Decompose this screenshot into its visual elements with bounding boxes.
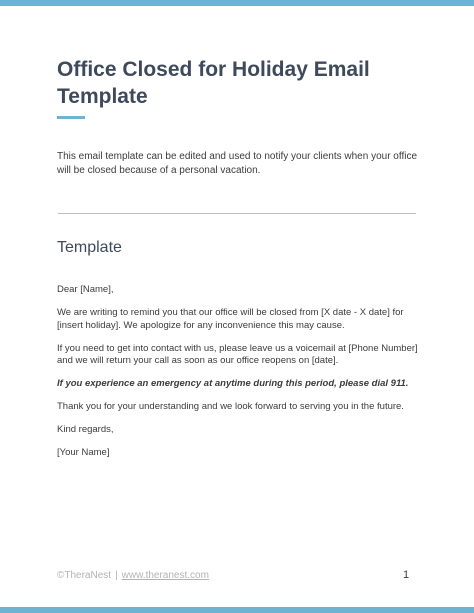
footer-website-link[interactable]: www.theranest.com <box>121 570 209 581</box>
letter-emergency-note: If you experience an emergency at anytime during this period, please dial 911. <box>57 378 409 389</box>
letter-greeting: Dear [Name], <box>57 284 114 295</box>
intro-paragraph: This email template can be edited and used to notify your clients when your office will be closed because of a personal vacation. <box>57 151 418 176</box>
letter-paragraph-contact: If you need to get into contact with us, please leave us a voicemail at [Phone Number] and we will return your call as soon as our office reopens on [date]. <box>57 342 418 366</box>
section-heading-template: Template <box>57 239 122 256</box>
letter-signature: [Your Name] <box>57 447 110 458</box>
footer <box>57 570 209 582</box>
page-number: 1 <box>403 569 410 581</box>
section-divider <box>58 213 416 214</box>
bottom-accent-bar <box>0 607 474 613</box>
footer-separator: | <box>115 570 118 581</box>
letter-paragraph-closure-dates: We are writing to remind you that our office will be closed from [X date - X date] for [insert holiday]. We apologize for any inconvenience this may cause. <box>57 307 404 331</box>
email-template-body <box>57 284 427 470</box>
footer-copyright: ©TheraNest <box>57 570 112 581</box>
letter-closing: Kind regards, <box>57 424 114 435</box>
title-underline-accent <box>57 116 85 119</box>
document-title: Office Closed for Holiday Email Template <box>57 58 370 108</box>
top-accent-bar <box>0 0 474 6</box>
letter-paragraph-thanks: Thank you for your understanding and we look forward to serving you in the future. <box>57 401 404 412</box>
